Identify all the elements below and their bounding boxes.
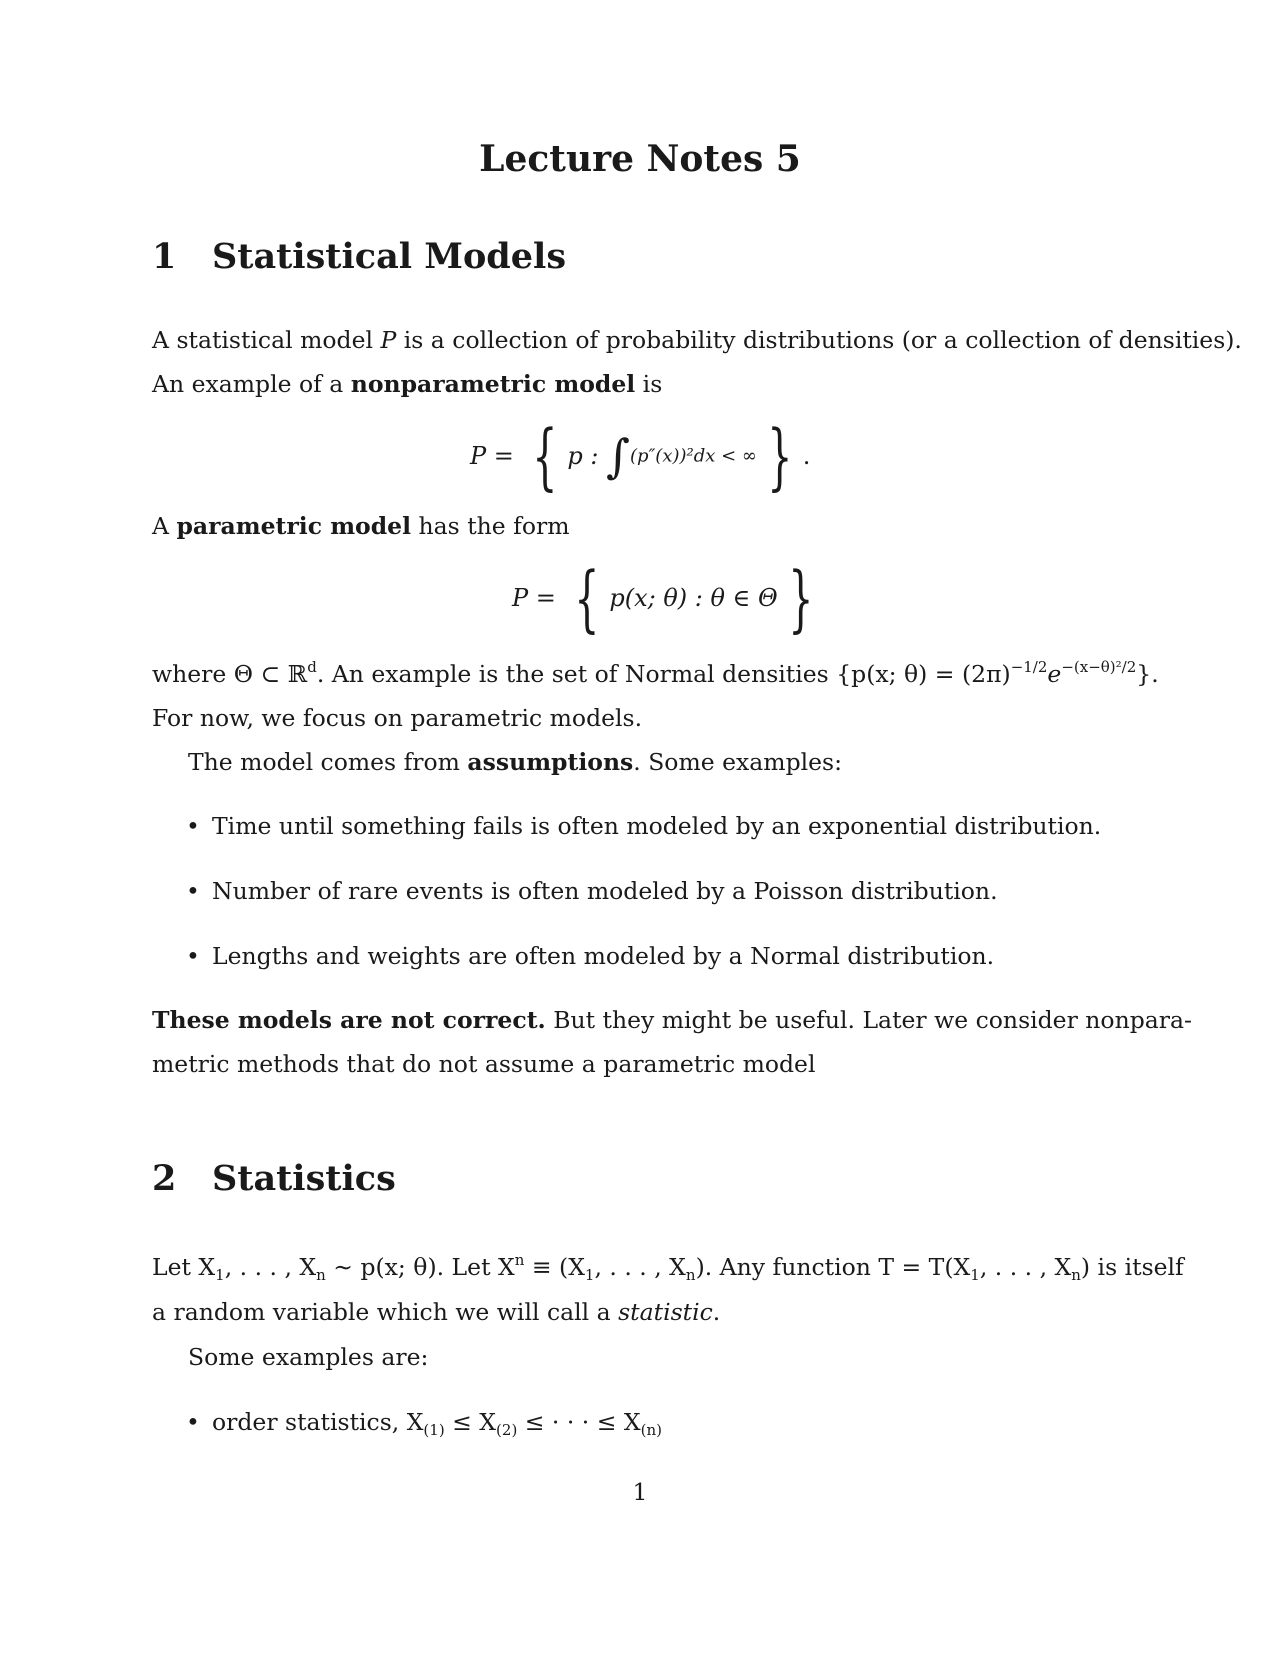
text: An example of a (152, 370, 351, 398)
text: . An example is the set of Normal densities {p(x; θ) = (2π) (316, 660, 1011, 688)
text: }. (1136, 660, 1159, 688)
text: ≡ (X (524, 1253, 585, 1281)
bold-term: These models are not correct. (152, 1006, 546, 1034)
section-number: 2 (152, 1158, 177, 1199)
superscript: n (514, 1251, 525, 1269)
bold-term: assumptions (467, 748, 634, 776)
superscript: −1/2 (1010, 658, 1048, 676)
equation-nonparametric (470, 414, 811, 498)
text: ) is itself (1080, 1253, 1184, 1281)
text: , . . . , X (979, 1253, 1072, 1281)
section-number: 1 (152, 236, 177, 277)
section-title: Statistical Models (212, 236, 567, 277)
subscript: 1 (970, 1266, 980, 1284)
bold-term: nonparametric model (350, 370, 636, 398)
paragraph (152, 504, 570, 549)
superscript: d (307, 658, 317, 676)
text: Let X (152, 1253, 216, 1281)
section-2-heading (152, 1158, 396, 1199)
subscript: n (1071, 1266, 1081, 1284)
paragraph (152, 998, 1192, 1043)
text: ). Any function T = T(X (695, 1253, 971, 1281)
text: is a collection of probability distributions (or a collection of densities). (396, 326, 1242, 354)
paragraph (152, 318, 1242, 363)
text: , . . . , X (594, 1253, 686, 1281)
page-number: 1 (632, 1478, 648, 1506)
subscript: n (316, 1266, 326, 1284)
bullet-icon: • (186, 942, 200, 970)
subscript: (1) (423, 1421, 445, 1439)
superscript: −(x−θ)²/2 (1061, 658, 1137, 676)
list-item (186, 869, 998, 914)
bullet-icon: • (186, 812, 200, 840)
text: ≤ X (444, 1408, 497, 1436)
text: is (635, 370, 663, 398)
subscript: (n) (640, 1421, 663, 1439)
integral-symbol: ∫ (606, 429, 631, 483)
text: ≤ · · · ≤ X (517, 1408, 641, 1436)
text: A (152, 512, 177, 540)
text: a random variable which we will call a (152, 1298, 619, 1326)
equation-body: (p″(x))²dx < ∞ (630, 445, 757, 467)
paragraph (152, 1245, 1184, 1290)
list-item-text: Time until something fails is often modeled by an exponential distribution. (212, 812, 1102, 840)
math-symbol: P (380, 326, 397, 354)
list-item-text: Number of rare events is often modeled by a Poisson distribution. (212, 877, 998, 905)
paragraph (152, 362, 662, 407)
subscript: (2) (496, 1421, 518, 1439)
bold-term: parametric model (176, 512, 412, 540)
left-brace: { (531, 414, 558, 498)
text: e (1047, 660, 1062, 688)
text: where Θ ⊂ ℝ (152, 660, 308, 688)
section-1-heading (152, 236, 566, 277)
text: The model comes from (188, 748, 468, 776)
equation-lhs: P = (512, 584, 556, 612)
bullet-icon: • (186, 1408, 200, 1436)
text: ∼ p(x; θ). Let X (325, 1253, 515, 1281)
list-item (186, 804, 1101, 849)
right-brace: } (787, 556, 814, 640)
paragraph: For now, we focus on parametric models. (152, 704, 643, 732)
text: But they might be useful. Later we consider nonpara- (545, 1006, 1192, 1034)
subscript: 1 (584, 1266, 595, 1284)
list-item (186, 1400, 662, 1445)
text: order statistics, X (212, 1408, 424, 1436)
equation-parametric (512, 556, 823, 640)
bullet-icon: • (186, 877, 200, 905)
equation-body: p(x; θ) : θ ∈ Θ (609, 584, 778, 612)
paragraph (188, 740, 842, 785)
paragraph (152, 652, 1159, 697)
section-title: Statistics (212, 1158, 396, 1199)
text: has the form (411, 512, 570, 540)
paragraph: metric methods that do not assume a parametric model (152, 1050, 816, 1078)
paragraph (152, 1290, 720, 1335)
paragraph: Some examples are: (188, 1343, 429, 1371)
equation-term: p : (567, 442, 599, 470)
equation-end: . (802, 442, 811, 470)
text: . Some examples: (633, 748, 843, 776)
subscript: n (685, 1266, 696, 1284)
equation-lhs: P = (470, 442, 514, 470)
text: , . . . , X (224, 1253, 317, 1281)
list-item-text: Lengths and weights are often modeled by a Normal distribution. (212, 942, 995, 970)
document-title: Lecture Notes 5 (479, 138, 801, 180)
subscript: 1 (215, 1266, 225, 1284)
list-item (186, 934, 994, 979)
right-brace: } (767, 414, 793, 498)
text: A statistical model (152, 326, 381, 354)
text: . (712, 1298, 721, 1326)
italic-term: statistic (618, 1298, 713, 1326)
left-brace: { (573, 556, 600, 640)
